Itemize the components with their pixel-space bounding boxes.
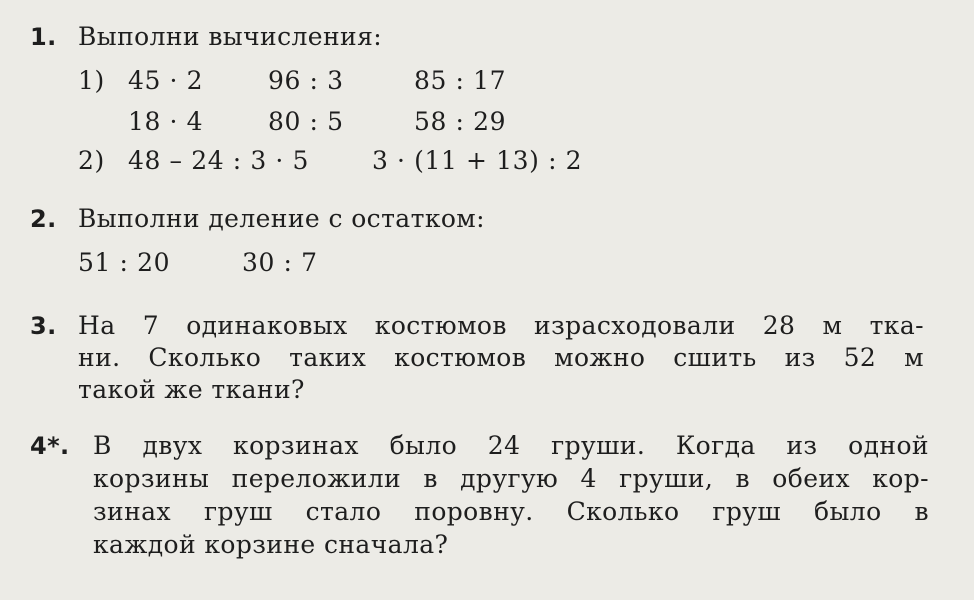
expr-order-1: 48 – 24 : 3 · 5	[128, 146, 309, 175]
task-4-text-3: зинах груш стало поровну. Сколько груш было в	[93, 497, 929, 526]
task-3-number: 3.	[30, 312, 57, 340]
expr-51d20: 51 : 20	[78, 248, 171, 277]
expr-18x4: 18 · 4	[128, 107, 204, 136]
task-1-number: 1.	[30, 23, 57, 51]
expr-45x2: 45 · 2	[128, 66, 204, 95]
task-3-line-1	[78, 311, 924, 341]
task-2-title: Выполни деление с остатком:	[78, 204, 485, 233]
task-4-number: 4*.	[30, 432, 70, 460]
task-4-text-1: В двух корзинах было 24 груши. Когда из одной	[93, 431, 929, 460]
task-1-title: Выполни вычисления:	[78, 22, 383, 51]
expr-30d7: 30 : 7	[242, 248, 318, 277]
task-3-text-3: такой же ткани?	[78, 375, 305, 404]
task-4-text-4: каждой корзине сначала?	[93, 530, 449, 559]
expr-58d29: 58 : 29	[414, 107, 507, 136]
expr-80d5: 80 : 5	[268, 107, 344, 136]
task-4-text-2: корзины переложили в другую 4 груши, в обеих кор-	[93, 464, 929, 493]
part-2-label: 2)	[78, 146, 105, 175]
task-2-number: 2.	[30, 205, 57, 233]
expr-85d17: 85 : 17	[414, 66, 507, 95]
task-3-text-1: На 7 одинаковых костюмов израсходовали 28 м тка-	[78, 311, 924, 340]
task-4-line-3	[93, 497, 929, 527]
task-4-line-2	[93, 464, 929, 494]
part-1-label: 1)	[78, 66, 105, 95]
expr-96d3: 96 : 3	[268, 66, 344, 95]
task-4-line-1	[93, 431, 929, 461]
expr-order-2: 3 · (11 + 13) : 2	[372, 146, 583, 175]
task-3-text-2: ни. Сколько таких костюмов можно сшить из 52 м	[78, 343, 924, 372]
task-3-line-2	[78, 343, 924, 373]
